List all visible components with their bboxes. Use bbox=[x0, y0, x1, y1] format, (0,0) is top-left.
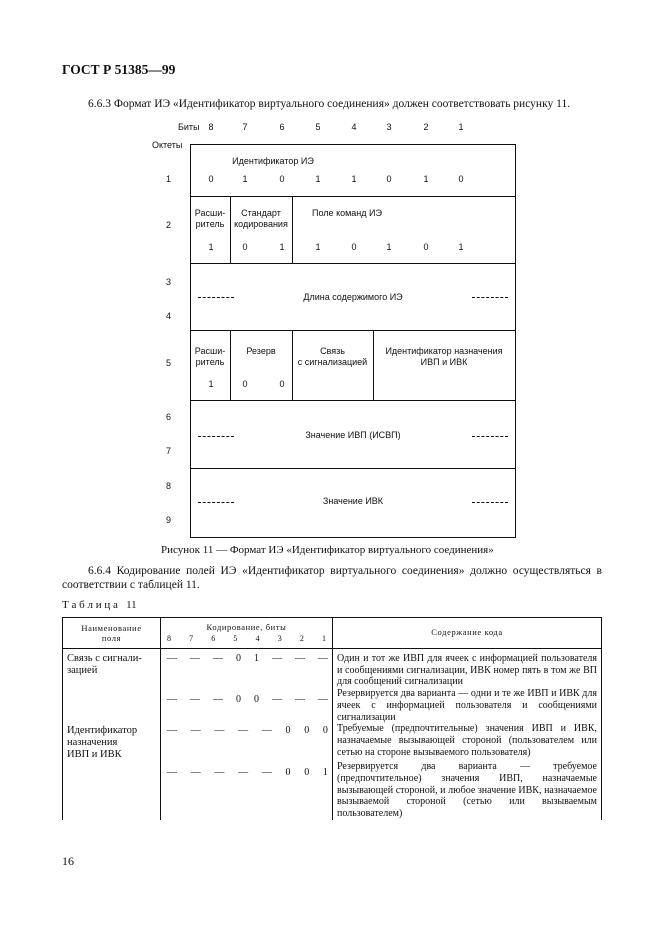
coding-cell bbox=[161, 723, 333, 761]
paragraph-6-6-4: 6.6.4 Кодирование полей ИЭ «Идентификатор виртуального соединения» должно осуществляться в соответствии с таблицей 11. bbox=[62, 565, 602, 591]
table-row bbox=[63, 688, 602, 723]
code-bit: 0 bbox=[236, 653, 241, 664]
code-bit: 0 bbox=[304, 725, 310, 737]
row-divider bbox=[190, 400, 516, 401]
code-bit: — bbox=[318, 653, 328, 664]
bit-value: 1 bbox=[315, 174, 321, 184]
code-bit: — bbox=[272, 694, 282, 706]
row-divider bbox=[190, 330, 516, 331]
extension-label: Расши- ритель bbox=[194, 346, 226, 367]
octet-number: 5 bbox=[166, 358, 172, 368]
row-divider bbox=[190, 468, 516, 469]
bit-value: 1 bbox=[423, 174, 429, 184]
octet-number: 1 bbox=[166, 174, 172, 184]
field-name: Идентификатор назначения ИВП и ИВК bbox=[67, 725, 138, 761]
code-bit: 0 bbox=[322, 725, 328, 737]
table-row bbox=[63, 723, 602, 761]
code-bit: — bbox=[214, 767, 225, 779]
document-header: ГОСТ Р 51385—99 bbox=[62, 62, 176, 77]
code-description: Требуемые (предпочтительные) значения ИВП и ИВК, назначаемые вызывающей стороной (пользователем или сетью на стороне вызываемого пользователя) bbox=[337, 723, 597, 758]
code-bit: 0 bbox=[254, 694, 259, 706]
code-bits bbox=[161, 767, 332, 778]
octet-number: 9 bbox=[166, 515, 172, 525]
bit-header: 8 bbox=[208, 122, 214, 132]
bit-header: 4 bbox=[351, 122, 357, 132]
code-bit: — bbox=[295, 694, 305, 706]
bit-value: 0 bbox=[242, 242, 248, 252]
code-bit: — bbox=[167, 653, 177, 664]
bit-header: 2 bbox=[299, 634, 304, 643]
table-title: Т а б л и ц а 11 bbox=[62, 599, 137, 611]
field-name: Связь с сигнали- зацией bbox=[67, 653, 142, 676]
code-bit: — bbox=[238, 725, 249, 737]
continuation-dash bbox=[198, 502, 234, 503]
code-bit: 1 bbox=[322, 767, 328, 779]
bit-header: 2 bbox=[423, 122, 429, 132]
coding-standard-label: Стандарт кодирования bbox=[234, 208, 288, 229]
header-code-content-text: Содержание кода bbox=[431, 627, 503, 637]
bit-header: 6 bbox=[211, 634, 216, 643]
code-bit: 1 bbox=[254, 653, 259, 664]
row-divider bbox=[190, 196, 516, 197]
figure-caption: Рисунок 11 — Формат ИЭ «Идентификатор виртуального соединения» bbox=[161, 544, 494, 556]
vpi-vci-assignment-label: Идентификатор назначения ИВП и ИВК bbox=[385, 346, 503, 367]
field-divider bbox=[230, 330, 231, 400]
code-bit: — bbox=[167, 725, 177, 737]
frame-top bbox=[190, 144, 516, 145]
vpi-value-label: Значение ИВП (ИСВП) bbox=[305, 430, 401, 440]
code-bit: — bbox=[190, 694, 200, 706]
code-bit: — bbox=[190, 725, 201, 737]
bit-value: 1 bbox=[208, 379, 214, 389]
bit-value: 0 bbox=[458, 174, 464, 184]
content-cell bbox=[333, 649, 602, 689]
code-bit: — bbox=[167, 767, 177, 779]
code-bit: 0 bbox=[236, 694, 241, 706]
code-bit: — bbox=[190, 653, 200, 664]
field-name-cell bbox=[63, 761, 161, 820]
code-bits bbox=[161, 694, 332, 705]
bit-value: 1 bbox=[315, 242, 321, 252]
signalling-association-label: Связь с сигнализацией bbox=[297, 346, 368, 367]
octet-number: 2 bbox=[166, 220, 172, 230]
code-bit: — bbox=[318, 694, 328, 706]
page-number: 16 bbox=[62, 854, 74, 868]
ie-content-length-label: Длина содержимого ИЭ bbox=[303, 292, 403, 302]
frame-left bbox=[190, 144, 191, 538]
octet-number: 6 bbox=[166, 412, 172, 422]
content-cell bbox=[333, 761, 602, 820]
coding-cell bbox=[161, 688, 333, 723]
bit-value: 0 bbox=[423, 242, 429, 252]
header-coding-text: Кодирование, биты bbox=[206, 622, 287, 632]
table-row bbox=[63, 649, 602, 689]
field-name-cell bbox=[63, 649, 161, 689]
header-coding bbox=[161, 618, 333, 649]
code-bit: 0 bbox=[304, 767, 310, 779]
paragraph-6-6-3: 6.6.3 Формат ИЭ «Идентификатор виртуального соединения» должен соответствовать рисунку 11. bbox=[88, 98, 571, 110]
frame-bottom bbox=[190, 537, 516, 538]
bit-header: 6 bbox=[279, 122, 285, 132]
code-bit: — bbox=[272, 653, 282, 664]
content-cell bbox=[333, 688, 602, 723]
reserve-label: Резерв bbox=[246, 346, 276, 356]
code-bit: — bbox=[213, 694, 223, 706]
octet-number: 4 bbox=[166, 311, 172, 321]
bit-value: 0 bbox=[242, 379, 248, 389]
table-row bbox=[63, 761, 602, 820]
bit-header: 1 bbox=[458, 122, 464, 132]
octet-number: 8 bbox=[166, 481, 172, 491]
bit-value: 0 bbox=[208, 174, 214, 184]
ie-command-field-label: Поле команд ИЭ bbox=[312, 208, 382, 218]
bit-value: 1 bbox=[279, 242, 285, 252]
octet-number: 3 bbox=[166, 277, 172, 287]
header-field-name bbox=[63, 618, 161, 649]
continuation-dash bbox=[472, 436, 508, 437]
code-bit: — bbox=[214, 725, 225, 737]
code-bit: 0 bbox=[285, 725, 291, 737]
bit-header: 4 bbox=[255, 634, 260, 643]
code-bit: — bbox=[238, 767, 249, 779]
bit-value: 0 bbox=[279, 174, 285, 184]
bit-value: 1 bbox=[386, 242, 392, 252]
bit-header: 5 bbox=[233, 634, 238, 643]
field-name-cell bbox=[63, 688, 161, 723]
continuation-dash bbox=[198, 436, 234, 437]
code-bit: — bbox=[213, 653, 223, 664]
continuation-dash bbox=[472, 297, 508, 298]
header-code-content bbox=[333, 618, 602, 649]
frame-right bbox=[515, 144, 516, 538]
octets-label: Октеты bbox=[152, 140, 183, 150]
row-divider bbox=[190, 263, 516, 264]
header-bits-row bbox=[161, 632, 332, 643]
bit-header: 1 bbox=[321, 634, 326, 643]
bit-header: 3 bbox=[277, 634, 282, 643]
continuation-dash bbox=[198, 297, 234, 298]
bit-header: 3 bbox=[386, 122, 392, 132]
code-description: Резервируется два варианта — одни и те же ИВП и ИВК для ячеек с информацией пользователя и сообщениями сигнализации bbox=[337, 688, 597, 723]
code-bit: — bbox=[190, 767, 201, 779]
header-field-name-text: Наименование поля bbox=[81, 623, 142, 643]
code-description: Один и тот же ИВП для ячеек с информацией пользователя и сообщениями сигнализации, ИВК номер пять в том же ВП для сообщений сигнализации bbox=[337, 653, 597, 688]
code-bit: — bbox=[261, 767, 272, 779]
table-11 bbox=[62, 617, 602, 820]
bit-header: 7 bbox=[242, 122, 248, 132]
bit-header: 5 bbox=[315, 122, 321, 132]
coding-cell bbox=[161, 649, 333, 689]
bit-value: 1 bbox=[458, 242, 464, 252]
content-cell bbox=[333, 723, 602, 761]
ie-identifier-label: Идентификатор ИЭ bbox=[232, 156, 314, 166]
bit-value: 1 bbox=[208, 242, 214, 252]
code-bit: — bbox=[261, 725, 272, 737]
code-bit: 0 bbox=[285, 767, 291, 779]
continuation-dash bbox=[472, 502, 508, 503]
bit-header: 7 bbox=[189, 634, 194, 643]
code-bits bbox=[161, 653, 332, 664]
bits-label: Биты bbox=[178, 122, 200, 132]
bit-header: 8 bbox=[167, 634, 171, 643]
bit-value: 0 bbox=[351, 242, 357, 252]
code-description: Резервируется два варианта — требуемое (предпочтительное) значения ИВП, назначаемые вызывающей стороной, и любое значение ИВК, назначаемое вызываемой стороной (сетью или вызываемым пользователем) bbox=[337, 761, 597, 820]
code-bit: — bbox=[167, 694, 177, 706]
code-bit: — bbox=[295, 653, 305, 664]
bit-value: 0 bbox=[386, 174, 392, 184]
field-divider bbox=[292, 196, 293, 263]
octet-number: 7 bbox=[166, 446, 172, 456]
coding-cell bbox=[161, 761, 333, 820]
extension-label: Расши- ритель bbox=[194, 208, 226, 229]
bit-value: 1 bbox=[242, 174, 248, 184]
bit-value: 1 bbox=[351, 174, 357, 184]
bit-value: 0 bbox=[279, 379, 285, 389]
code-bits bbox=[161, 725, 332, 736]
field-name-cell bbox=[63, 723, 161, 761]
vci-value-label: Значение ИВК bbox=[322, 496, 384, 506]
